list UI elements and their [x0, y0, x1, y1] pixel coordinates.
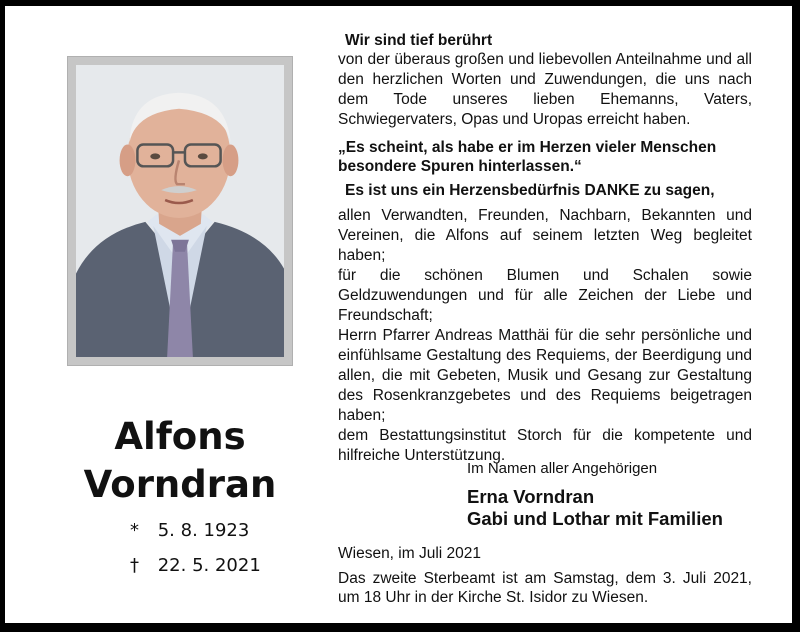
- place-date: Wiesen, im Juli 2021: [338, 545, 482, 562]
- intro-paragraph: von der überaus großen und liebevollen Anteilnahme und all den herzlichen Worten und Zuwendungen, die uns nach dem Tode unseres lieben Ehemanns, Vaters, Schwiegervaters, Opas und Uropas erreicht haben.: [338, 51, 752, 128]
- thanks-item: allen Verwandten, Freunden, Nachbarn, Bekannten und Vereinen, die Alfons auf seinem letzten Weg begleitet haben;: [338, 207, 752, 264]
- signer-family: Gabi und Lothar mit Familien: [467, 508, 723, 529]
- thanks-item: für die schönen Blumen und Schalen sowie Geldzuwendungen und für alle Zeichen der Liebe und Freundschaft;: [338, 267, 752, 324]
- death-date: 22. 5. 2021: [157, 555, 261, 576]
- deceased-last-name: Vorndran: [83, 463, 277, 506]
- signoff-intro: Im Namen aller Angehörigen: [467, 460, 658, 477]
- signer-name: Erna Vorndran: [467, 486, 595, 507]
- portrait-frame: [67, 56, 293, 366]
- portrait-illustration: [76, 65, 284, 357]
- birth-date: 5. 8. 1923: [157, 520, 250, 541]
- thanks-item: dem Bestattungsinstitut Storch für die kompetente und hilfreiche Unterstützung.: [338, 427, 752, 464]
- quote: „Es scheint, als habe er im Herzen vieler Menschen besondere Spuren hinterlassen.“: [338, 139, 717, 175]
- thanks-list: [338, 206, 752, 466]
- memorial-service-note: Das zweite Sterbeamt ist am Samstag, dem 3. Juli 2021, um 18 Uhr in der Kirche St. Isidor zu Wiesen.: [338, 570, 752, 606]
- portrait-photo: [76, 65, 284, 357]
- death-cross-icon: †: [130, 555, 139, 576]
- birth-star-icon: *: [130, 520, 139, 541]
- thanks-heading: Es ist uns ein Herzensbedürfnis DANKE zu sagen,: [345, 182, 715, 199]
- birth-date-line: [130, 520, 249, 541]
- thanks-item: Herrn Pfarrer Andreas Matthäi für die sehr persönliche und einfühlsame Gestaltung des Requiems, der Beerdigung und allen, die mit Gebeten, Musik und Gesang zur Gestaltung des Rosenkranzgebetes und des Requiems beigetragen haben;: [338, 327, 752, 424]
- headline: Wir sind tief berührt: [345, 32, 493, 49]
- deceased-first-name: Alfons: [114, 415, 246, 458]
- obituary-card: [5, 6, 792, 623]
- death-date-line: [130, 555, 261, 576]
